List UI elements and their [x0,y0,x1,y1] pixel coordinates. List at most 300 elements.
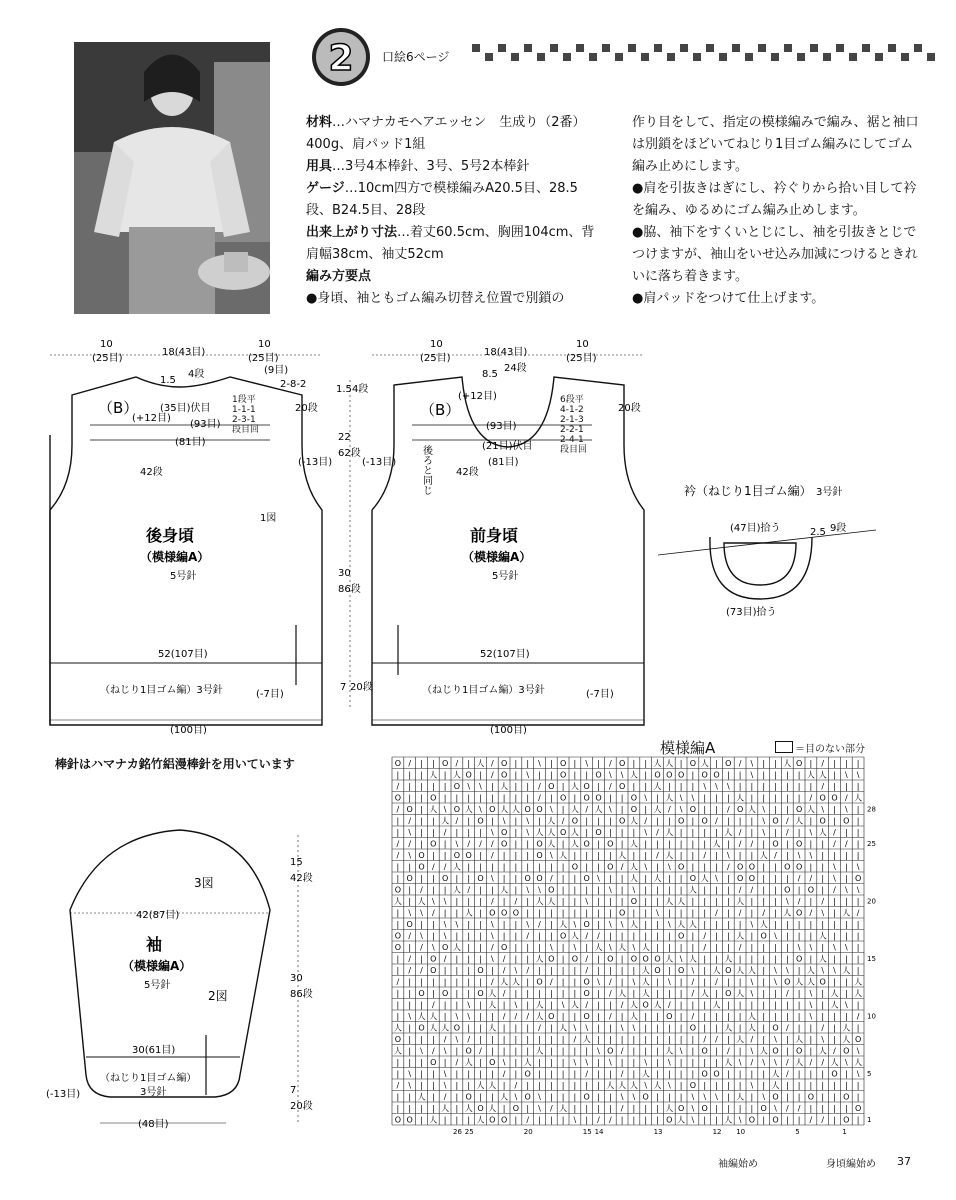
front-bottom: (100目) [490,725,527,735]
stitch-symbol: \ [797,851,801,860]
stitch-symbol: O [571,816,579,826]
stitch-symbol: 人 [429,770,438,780]
stitch-symbol: | [632,828,636,837]
stitch-symbol: | [644,851,648,860]
stitch-symbol: | [679,759,683,768]
stitch-symbol: 人 [452,943,461,952]
stitch-symbol: / [597,1115,600,1125]
stitch-symbol: | [797,1000,801,1010]
stitch-symbol: / [821,1058,825,1067]
stitch-symbol: / [738,759,742,768]
stitch-symbol: | [479,954,482,964]
stitch-symbol: 人 [594,943,603,952]
stitch-symbol: | [762,1069,766,1079]
stitch-symbol: / [502,954,506,964]
stitch-symbol: \ [821,1035,825,1044]
front-body-diagram [362,335,662,735]
vd-mid-rows: 62段 [338,448,361,459]
stitch-symbol: | [608,828,612,837]
stitch-symbol: \ [573,1115,577,1125]
stitch-symbol: \ [455,839,459,849]
stitch-symbol: 人 [653,1000,662,1010]
stitch-symbol: | [679,1023,683,1033]
stitch-symbol: / [703,931,707,941]
stitch-symbol: O [772,839,779,849]
stitch-symbol: | [726,874,730,883]
stitch-symbol: | [620,1058,624,1067]
stitch-symbol: | [597,989,600,998]
stitch-symbol: | [620,874,624,883]
stitch-symbol: / [490,839,494,849]
stitch-symbol: | [679,828,683,837]
checker-square [602,44,610,52]
stitch-symbol: O [654,770,661,780]
stitch-symbol: O [831,1069,838,1079]
stitch-symbol: | [620,954,624,964]
vd-top-rows: 4段 [352,384,369,395]
stitch-symbol: \ [608,805,612,814]
stitch-symbol: | [833,977,836,987]
stitch-symbol: | [502,1000,506,1010]
stitch-symbol: | [573,885,577,895]
stitch-symbol: 人 [417,897,426,906]
stitch-symbol: O [394,943,402,952]
stitch-symbol: O [607,1046,614,1056]
stitch-symbol: | [785,1115,789,1125]
stitch-symbol: 人 [429,1023,438,1033]
stitch-symbol: | [703,1115,707,1125]
chart-row-label: 5 [867,1070,872,1078]
sleeve-minus13: (-13目) [46,1089,81,1100]
stitch-symbol: 人 [629,1012,638,1021]
stitch-symbol: \ [644,828,648,837]
stitch-symbol: \ [431,897,435,906]
stitch-symbol: O [453,782,461,791]
stitch-symbol: | [479,828,482,837]
stitch-symbol: | [785,1035,789,1044]
stitch-symbol: | [715,1058,718,1067]
stitch-symbol: | [667,1069,671,1079]
stitch-symbol: | [679,1000,683,1010]
checker-square [472,44,480,52]
stitch-symbol: / [490,770,494,780]
stitch-symbol: O [500,770,508,780]
stitch-symbol: | [856,759,860,768]
stitch-symbol: | [656,1104,659,1113]
stitch-symbol: O [689,874,697,883]
stitch-symbol: | [526,908,530,918]
stitch-symbol: O [583,989,590,998]
stitch-symbol: | [455,989,459,998]
page-reference: 口絵6ページ [382,50,450,64]
stitch-symbol: | [774,805,777,814]
stitch-symbol: | [479,770,482,780]
stitch-symbol: | [797,770,801,780]
stitch-symbol: | [573,1081,577,1090]
stitch-symbol: 人 [559,851,568,860]
stitch-symbol: | [738,1000,742,1010]
stitch-symbol: 人 [618,851,627,860]
stitch-symbol: \ [762,805,766,814]
stitch-symbol: 人 [500,1092,509,1102]
stitch-symbol: O [689,805,697,814]
stitch-symbol: 人 [629,920,638,929]
stitch-symbol: | [726,793,730,803]
vd-mid: 22 [338,432,351,443]
stitch-symbol: O [666,1012,673,1021]
stitch-symbol: | [514,954,518,964]
stitch-symbol: | [844,897,848,906]
stitch-symbol: O [394,759,402,768]
stitch-symbol: / [455,816,459,826]
stitch-symbol: | [738,977,742,987]
stitch-symbol: O [418,851,425,860]
stitch-symbol: \ [750,920,754,929]
stitch-symbol: | [608,851,612,860]
stitch-symbol: | [644,1104,648,1113]
stitch-symbol: | [844,989,848,998]
stitch-symbol: | [502,897,506,906]
stitch-symbol: | [561,839,565,849]
stitch-symbol: O [666,770,673,780]
stitch-symbol: | [785,1012,789,1021]
back-neck-r: (9目) [264,365,289,376]
stitch-symbol: / [656,828,659,837]
stitch-symbol: / [785,828,789,837]
back-fig: 1図 [260,513,277,524]
stitch-symbol: | [833,1104,836,1113]
stitch-symbol: | [632,1069,636,1079]
stitch-symbol: | [608,874,612,883]
stitch-symbol: | [490,782,494,791]
legend-box [775,741,793,753]
stitch-symbol: O [477,1104,484,1113]
stitch-symbol: | [526,1104,530,1113]
stitch-symbol: O [500,828,508,837]
stitch-symbol: \ [821,966,825,975]
stitch-symbol: 人 [677,1115,686,1125]
stitch-symbol: 人 [747,805,756,814]
stitch-symbol: | [667,839,671,849]
pattern-number: 2 [328,38,354,79]
stitch-symbol: | [656,1115,659,1125]
stitch-symbol: | [715,885,718,895]
back-dec-neck: 2-8-2 [280,379,307,390]
stitch-symbol: | [431,885,435,895]
stitch-symbol: O [843,1115,850,1125]
stitch-symbol: | [431,782,435,791]
stitch-symbol: | [774,782,777,791]
stitch-symbol: | [467,989,471,998]
stitch-symbol: | [738,954,742,964]
stitch-symbol: 人 [736,931,745,941]
stitch-symbol: | [479,1023,482,1033]
sleeve-bottom: (48目) [138,1119,169,1130]
stitch-symbol: O [441,759,449,768]
chart-row-label: 25 [867,840,876,848]
stitch-symbol: | [644,897,648,906]
vd-rib-rows: 20段 [350,682,373,693]
stitch-symbol: O [701,1069,708,1079]
collar-pick-top: (47目)拾う [730,523,781,534]
stitch-symbol: O [689,1081,697,1090]
stitch-symbol: | [502,1035,506,1044]
stitch-symbol: / [549,977,553,987]
stitch-symbol: O [430,839,437,849]
stitch-symbol: 人 [830,1058,839,1067]
stitch-symbol: O [465,770,472,780]
sleeve-body: 30 [290,973,303,984]
stitch-symbol: | [726,1081,730,1090]
stitch-symbol: O [500,1115,508,1125]
front-neck-rows: 24段 [504,363,527,374]
stitch-symbol: / [538,920,541,929]
stitch-symbol: O [500,839,508,849]
stitch-symbol: | [750,931,754,941]
sleeve-ribh: 7 [290,1085,297,1096]
stitch-symbol: | [455,954,459,964]
stitch-symbol: | [785,931,789,941]
stitch-symbol: \ [573,920,577,929]
stitch-symbol: | [455,1069,459,1079]
stitch-symbol: \ [762,828,766,837]
stitch-symbol: | [597,851,600,860]
stitch-symbol: 人 [747,966,756,975]
stitch-symbol: 人 [488,1000,497,1010]
sleeve-fig3: 3図 [194,876,214,890]
stitch-symbol: | [526,1081,530,1090]
stitch-symbol: | [597,1035,600,1044]
stitch-symbol: 人 [724,1023,733,1033]
stitch-symbol: | [526,851,530,860]
stitch-symbol: | [502,874,506,883]
stitch-symbol: / [431,908,435,918]
stitch-symbol: \ [667,1081,671,1090]
stitch-symbol: | [538,1058,541,1067]
stitch-symbol: O [583,920,590,929]
stitch-symbol: \ [479,805,482,814]
stitch-symbol: | [644,1046,648,1056]
stitch-symbol: | [514,862,518,872]
stitch-symbol: 人 [500,805,509,814]
stitch-symbol: | [774,1012,777,1021]
stitch-symbol: | [396,920,400,929]
checker-square [862,44,870,52]
stitch-symbol: / [797,1104,801,1113]
stitch-symbol: | [573,908,577,918]
stitch-symbol: | [844,1081,848,1090]
stitch-symbol: 人 [441,816,450,826]
stitch-symbol: / [490,759,494,768]
stitch-symbol: | [549,793,553,803]
stitch-symbol: 人 [724,1115,733,1125]
stitch-symbol: | [632,1035,636,1044]
stitch-symbol: | [396,874,400,883]
stitch-symbol: | [762,759,766,768]
stitch-symbol: \ [502,816,506,826]
stitch-symbol: | [762,1035,766,1044]
stitch-symbol: / [396,839,400,849]
text-left-label: ゲージ [306,181,345,196]
stitch-symbol: | [774,954,777,964]
stitch-symbol: | [620,793,624,803]
stitch-symbol: | [561,1081,565,1090]
sleeve-width42: 42(87目) [136,910,180,921]
stitch-symbol: / [514,1081,518,1090]
stitch-symbol: O [559,770,567,780]
stitch-symbol: | [726,1069,730,1079]
stitch-symbol: | [703,885,707,895]
stitch-symbol: \ [844,1058,848,1067]
stitch-symbol: | [726,1104,730,1113]
stitch-symbol: | [573,977,577,987]
stitch-symbol: \ [750,770,754,780]
stitch-symbol: / [726,1046,730,1056]
stitch-symbol: | [420,874,423,883]
stitch-symbol: | [691,770,695,780]
stitch-symbol: O [784,885,791,895]
stitch-symbol: 人 [559,1104,568,1113]
sleeve-rib: （ねじり1目ゴム編） [100,1073,197,1084]
stitch-symbol: | [821,920,825,929]
stitch-symbol: | [443,908,447,918]
stitch-symbol: | [844,862,848,872]
stitch-symbol: | [420,1104,423,1113]
stitch-symbol: O [453,851,461,860]
stitch-symbol: / [738,943,742,952]
stitch-symbol: O [559,931,567,941]
stitch-symbol: | [479,1000,482,1010]
stitch-symbol: | [490,793,494,803]
stitch-symbol: O [618,782,626,791]
stitch-symbol: O [489,1115,496,1125]
stitch-symbol: \ [785,966,789,975]
stitch-symbol: / [408,931,412,941]
stitch-symbol: | [514,989,518,998]
stitch-symbol: 人 [653,782,662,791]
stitch-symbol: | [703,862,707,872]
stitch-symbol: | [538,1115,541,1125]
stitch-symbol: | [561,1035,565,1044]
stitch-symbol: \ [632,1092,636,1102]
stitch-symbol: | [762,839,766,849]
stitch-symbol: | [809,759,813,768]
sleeve-body-rows: 86段 [290,989,313,1000]
stitch-symbol: \ [455,1035,459,1044]
stitch-symbol: O [701,1104,708,1113]
stitch-symbol: O [548,885,555,895]
stitch-symbol: O [441,874,449,883]
stitch-symbol: | [408,885,412,895]
stitch-symbol: | [396,908,400,918]
sleeve-ribh-rows: 20段 [290,1101,313,1112]
stitch-symbol: 人 [700,989,709,998]
stitch-symbol: / [396,782,400,791]
stitch-symbol: O [807,885,815,895]
stitch-symbol: | [833,1092,836,1102]
chart-col-label: 12 [712,1128,722,1136]
stitch-symbol: O [536,851,543,860]
stitch-symbol: | [667,816,671,826]
stitch-symbol: | [679,851,683,860]
stitch-symbol: 人 [665,1046,674,1056]
stitch-symbol: / [502,966,506,975]
checker-border [472,44,937,62]
stitch-symbol: \ [750,1046,754,1056]
stitch-symbol: | [726,839,730,849]
stitch-symbol: | [833,1012,836,1021]
stitch-symbol: | [856,805,860,814]
chart-col-label: 15 [582,1128,592,1136]
stitch-symbol: \ [750,989,754,998]
stitch-symbol: 人 [818,770,827,780]
stitch-symbol: | [809,862,813,872]
stitch-symbol: | [656,1012,659,1021]
stitch-symbol: 人 [700,759,709,768]
stitch-symbol: | [656,816,659,826]
checker-square [498,44,506,52]
stitch-symbol: O [512,908,520,918]
stitch-symbol: 人 [641,966,650,975]
stitch-symbol: | [597,908,600,918]
stitch-symbol: \ [467,1000,471,1010]
stitch-symbol: | [632,966,636,975]
stitch-symbol: | [750,851,754,860]
front-pattern: （模様編A） [462,550,532,564]
stitch-symbol: | [833,851,836,860]
stitch-symbol: | [549,1046,553,1056]
stitch-symbol: | [573,1012,577,1021]
stitch-symbol: | [856,816,860,826]
stitch-symbol: | [420,1115,423,1125]
stitch-symbol: | [514,1046,518,1056]
stitch-symbol: | [443,1000,447,1010]
checker-square [524,44,532,52]
stitch-symbol: | [856,920,860,929]
stitch-symbol: 人 [441,1104,450,1113]
stitch-symbol: | [467,1115,471,1125]
stitch-symbol: / [797,897,801,906]
stitch-symbol: 人 [854,989,863,998]
stitch-symbol: | [561,874,565,883]
stitch-symbol: \ [738,1115,742,1125]
stitch-symbol: | [561,977,565,987]
stitch-symbol: \ [809,943,813,952]
stitch-symbol: | [656,793,659,803]
stitch-symbol: / [526,1115,530,1125]
stitch-symbol: \ [809,1012,813,1021]
stitch-symbol: | [856,1023,860,1033]
stitch-symbol: | [809,816,813,826]
stitch-symbol: | [573,1069,577,1079]
stitch-symbol: | [502,1046,506,1056]
text-right-paragraph: ●肩を引抜きはぎにし、衿ぐりから拾い目して衿を編み、ゆるめにゴム編み止めします。 [632,181,917,218]
stitch-symbol: \ [644,1058,648,1067]
text-left-label: 材料 [306,115,333,130]
stitch-symbol: | [455,931,459,941]
stitch-symbol: | [809,1069,813,1079]
stitch-symbol: 人 [570,1000,579,1010]
stitch-symbol: / [585,805,589,814]
stitch-symbol: \ [644,793,648,803]
stitch-symbol: | [762,989,766,998]
stitch-symbol: 人 [677,920,686,929]
stitch-symbol: O [548,1012,555,1021]
stitch-symbol: | [833,1023,836,1033]
stitch-symbol: | [667,782,671,791]
stitch-symbol: | [549,920,553,929]
stitch-symbol: | [585,862,589,872]
